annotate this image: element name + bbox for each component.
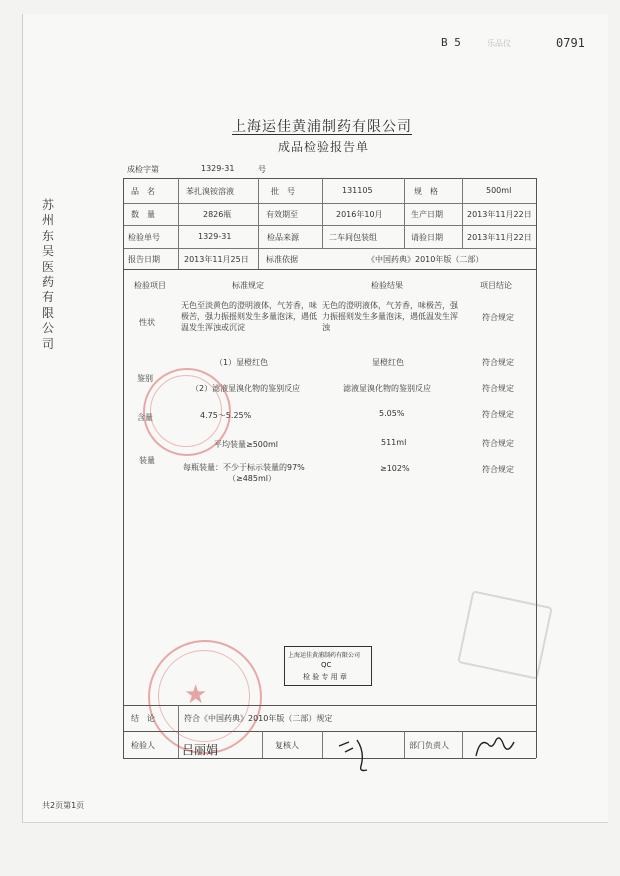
fill-result-1: 511ml <box>381 438 407 447</box>
column-header-result: 检验结果 <box>371 281 403 290</box>
quantity-label: 数 量 <box>131 210 155 219</box>
production-date-value: 2013年11月22日 <box>467 210 532 219</box>
report-date-label: 报告日期 <box>128 255 160 264</box>
table-row-line <box>123 248 536 249</box>
batch-value: 131105 <box>342 186 373 195</box>
table-border-left <box>123 178 124 758</box>
traits-standard: 无色至淡黄色的澄明液体，气芳香，味极苦，强力振摇则发生多量泡沫，遇低温发生浑浊或沉淀 <box>181 301 317 332</box>
page-mark: B 5 <box>441 36 461 49</box>
production-date-label: 生产日期 <box>411 210 443 219</box>
ident-result-1: 显橙红色 <box>372 358 404 367</box>
reviewer-label: 复核人 <box>275 741 299 750</box>
ident-result-2: 滤液显溴化物的鉴别反应 <box>343 384 431 393</box>
ident-item: 鉴别 <box>137 374 153 383</box>
column-header-conclusion: 项目结论 <box>480 281 512 290</box>
qc-stamp-company: 上海运佳黄浦制药有限公司 <box>288 652 361 659</box>
table-border-top <box>123 178 536 179</box>
fill-conclusion-2: 符合规定 <box>482 465 514 474</box>
dept-head-signature <box>470 730 520 762</box>
fill-standard-2: 每瓶装量：不少于标示装量的97% <box>183 463 305 472</box>
stamp-star-icon: ★ <box>184 680 208 710</box>
conclusion-label: 结 论 <box>131 714 155 723</box>
quantity-value: 2826瓶 <box>203 210 232 219</box>
reviewer-signature <box>335 732 380 774</box>
ident-standard-2: （2）滤液显溴化物的鉴别反应 <box>191 384 301 393</box>
qc-stamp-label: QC <box>321 661 332 669</box>
ident-conclusion-1: 符合规定 <box>482 358 514 367</box>
fill-standard-1: 平均装量≥500ml <box>214 440 278 449</box>
test-no-value: 1329-31 <box>198 232 232 241</box>
content-result: 5.05% <box>379 409 405 418</box>
column-header-standard: 标准规定 <box>232 281 264 290</box>
report-date-value: 2013年11月25日 <box>184 255 249 264</box>
test-no-label: 检验单号 <box>128 233 160 242</box>
content-item: 含量 <box>137 413 153 422</box>
page-info: 共2页第1页 <box>42 801 85 810</box>
table-col-line <box>322 731 323 758</box>
standard-value: 《中国药典》2010年版（二部） <box>367 255 484 264</box>
company-title: 上海运佳黄浦制药有限公司 <box>232 119 412 135</box>
table-col-line <box>262 731 263 758</box>
expiry-value: 2016年10月 <box>336 210 383 219</box>
inspector-name: 吕丽娟 <box>182 743 219 757</box>
qc-stamp-purpose: 检 验 专 用 章 <box>303 673 347 681</box>
traits-conclusion: 符合规定 <box>482 313 514 322</box>
table-col-line <box>404 731 405 758</box>
product-value: 苯扎溴铵溶液 <box>186 187 234 196</box>
report-no-value: 1329-31 <box>201 164 235 173</box>
spec-value: 500ml <box>486 186 512 195</box>
expiry-label: 有效期至 <box>266 210 298 219</box>
batch-label: 批 号 <box>271 187 295 196</box>
table-row-line <box>123 203 536 204</box>
table-col-line <box>178 178 179 269</box>
table-col-line <box>322 178 323 248</box>
vertical-company-text: 苏州东吴医药有限公司 <box>41 198 54 351</box>
spec-label: 规 格 <box>414 187 438 196</box>
table-col-line <box>404 178 405 248</box>
fill-standard-2b: （≥485ml） <box>228 474 276 483</box>
report-no-label: 成检字第 <box>127 165 159 174</box>
dept-head-label: 部门负责人 <box>409 741 449 750</box>
qc-stamp <box>284 646 372 686</box>
faint-mark: 乐品仪 <box>487 39 511 48</box>
table-col-line <box>462 731 463 758</box>
table-row-line <box>123 269 536 270</box>
red-seal-stamp-ring <box>150 375 222 447</box>
source-value: 二车间包装组 <box>329 233 377 242</box>
ident-standard-1: （1）显橙红色 <box>215 358 269 367</box>
fill-conclusion-1: 符合规定 <box>482 439 514 448</box>
product-label: 品 名 <box>131 187 155 196</box>
table-col-line <box>462 178 463 248</box>
document-number: 0791 <box>556 36 585 50</box>
traits-item: 性状 <box>139 318 155 327</box>
table-col-line <box>258 178 259 269</box>
inspector-label: 检验人 <box>131 741 155 750</box>
standard-label: 标准依据 <box>266 255 298 264</box>
report-no-suffix: 号 <box>258 165 266 174</box>
request-date-value: 2013年11月22日 <box>467 233 532 242</box>
fill-item: 装量 <box>139 456 155 465</box>
ident-conclusion-2: 符合规定 <box>482 384 514 393</box>
column-header-item: 检验项目 <box>134 281 166 290</box>
fill-result-2: ≥102% <box>380 464 410 473</box>
traits-result: 无色的澄明液体，气芳香，味极苦，强力振摇则发生多量泡沫，遇低温发生浑浊 <box>322 301 458 332</box>
content-standard: 4.75～5.25% <box>200 411 252 420</box>
content-conclusion: 符合规定 <box>482 410 514 419</box>
report-title: 成品检验报告单 <box>278 140 370 154</box>
table-row-line <box>123 225 536 226</box>
source-label: 检品来源 <box>267 233 299 242</box>
conclusion-value: 符合《中国药典》2010年版（二部）规定 <box>184 714 333 723</box>
request-date-label: 请验日期 <box>411 233 443 242</box>
